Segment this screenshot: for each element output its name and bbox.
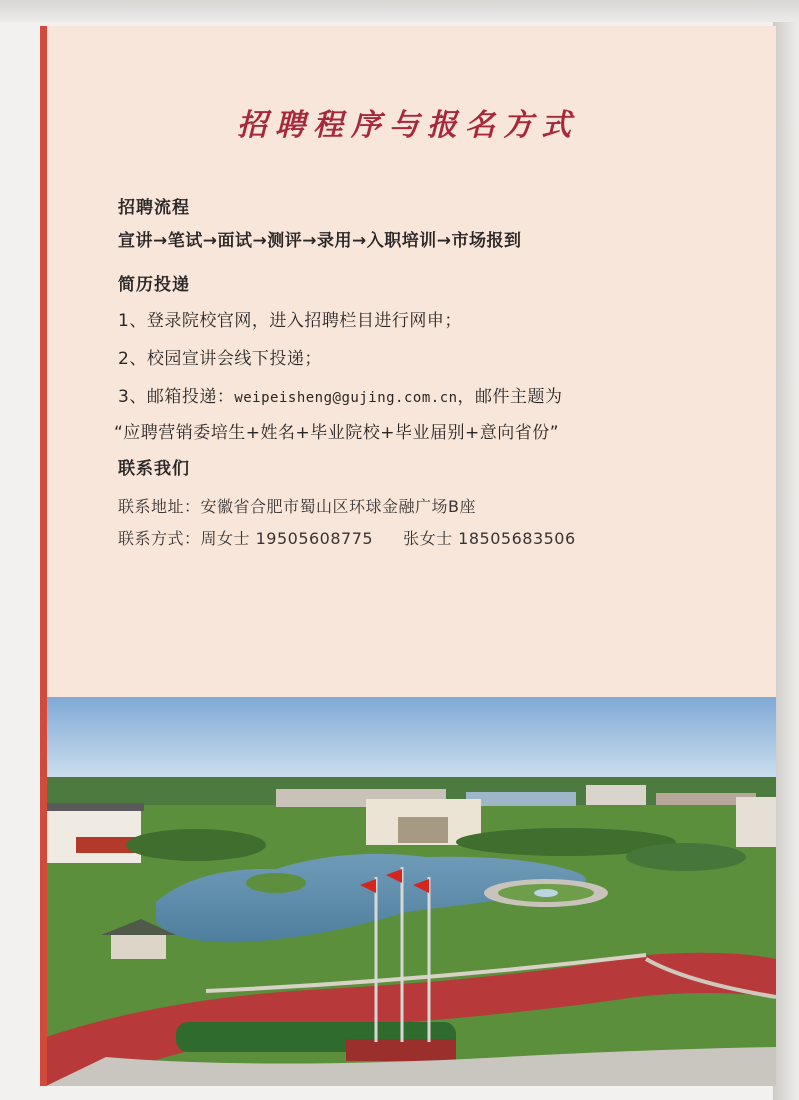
contact-phones — [118, 526, 576, 549]
address-label: 联系地址： — [118, 497, 201, 516]
contact-address — [118, 494, 476, 517]
address-value: 安徽省合肥市蜀山区环球金融广场B座 — [200, 497, 476, 516]
page-title: 招聘程序与报名方式 — [237, 108, 579, 143]
brochure-page — [40, 26, 776, 1086]
email-address[interactable]: weipeisheng@gujing.com.cn — [234, 390, 458, 406]
resume-item-website: 1、登录院校官网，进入招聘栏目进行网申； — [118, 311, 462, 331]
scan-background-top — [0, 0, 799, 22]
contact-person-zhang: 张女士 18505683506 — [403, 529, 576, 548]
resume-heading: 简历投递 — [118, 275, 190, 295]
page-red-edge — [40, 26, 47, 1086]
scan-background-right — [773, 22, 799, 1100]
email-subject-format: “应聘营销委培生+姓名+毕业院校+毕业届别+意向省份” — [114, 423, 560, 443]
resume-item-campus: 2、校园宣讲会线下投递； — [118, 349, 322, 369]
resume-item-email — [118, 382, 563, 407]
contact-heading: 联系我们 — [118, 459, 190, 479]
campus-photo — [46, 697, 776, 1086]
email-suffix: ，邮件主题为 — [457, 387, 563, 407]
contact-person-zhou: 周女士 19505608775 — [200, 529, 374, 548]
process-steps: 宣讲→笔试→面试→测评→录用→入职培训→市场报到 — [118, 231, 522, 251]
email-prefix: 3、邮箱投递： — [118, 387, 235, 407]
process-heading: 招聘流程 — [118, 198, 190, 218]
phone-label: 联系方式： — [118, 529, 201, 548]
